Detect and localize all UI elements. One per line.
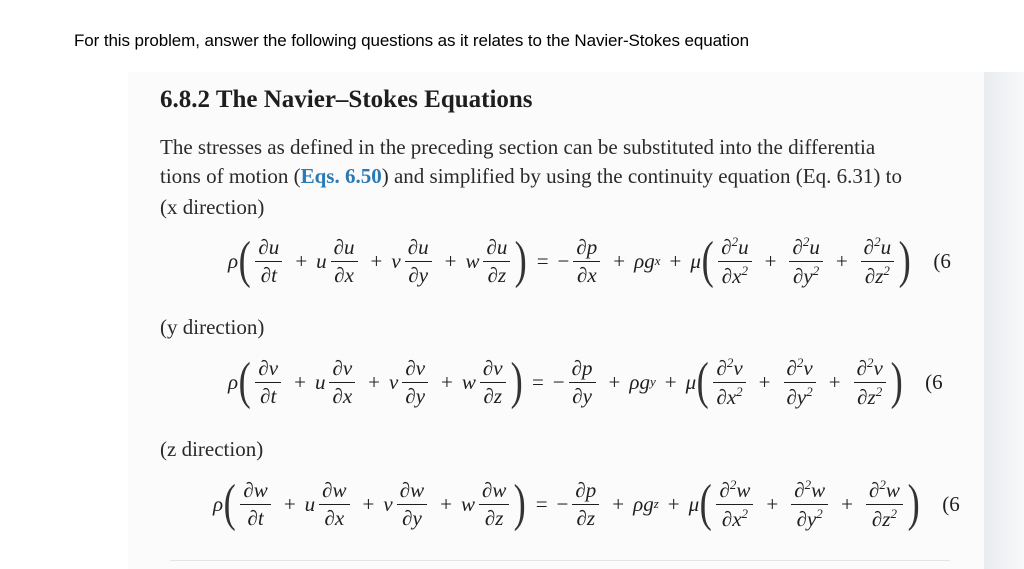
fraction: $\frac{\partial p}{\partial z}$ [572,479,599,528]
z-momentum-equation: ρ ( $\frac{\partial w}{\partial t}$ + u $\frac{\partial w}{\partial x}$ + v $\frac{\partial w}{\partial y}$ + w $\frac{\partial w}{\partial z}$ ) = − $\frac{\partial p}{\partial z}$ + ρg z + μ ( $\frac{\partial^2w}{\partial x^2}$ + $\frac{\partial^2w}{\partial y^2}$ + $\frac{\partial^2w}{\partial z^2}$ ) (6 [213,475,960,532]
y-momentum-equation: ρ ( $\frac{\partial v}{\partial t}$ + u $\frac{\partial v}{\partial x}$ + v $\frac{\partial v}{\partial y}$ + w $\frac{\partial v}{\partial z}$ ) = − $\frac{\partial p}{\partial y}$ + ρg y + μ ( $\frac{\partial^2v}{\partial x^2}$ + $\frac{\partial^2v}{\partial y^2}$ + $\frac{\partial^2v}{\partial z^2}$ ) (6 [228,353,943,410]
fraction: $\frac{\partial v}{\partial t}$ [255,357,281,406]
fraction: $\frac{\partial w}{\partial x}$ [319,479,349,528]
fraction: $\frac{\partial u}{\partial t}$ [255,236,282,285]
fraction: $\frac{\partial u}{\partial y}$ [405,236,432,285]
equation-number: (6 [942,491,960,516]
fraction: $\frac{\partial^2u}{\partial z^2}$ [861,235,894,286]
paragraph-line-2-start: tions of motion ( [160,164,301,188]
fraction: $\frac{\partial w}{\partial y}$ [397,479,427,528]
equation-number: (6 [933,248,951,273]
section-number: 6.8.2 [160,86,210,113]
paragraph-line-2-end: ) and simplified by using the continuity equation (Eq. 6.31) to [381,164,902,188]
fraction: $\frac{\partial w}{\partial t}$ [240,479,270,528]
equation-reference-link[interactable]: Eqs. 6.50 [300,164,382,188]
page-edge [984,72,1024,569]
problem-prompt: For this problem, answer the following questions as it relates to the Navier-Stokes equation [74,31,749,50]
fraction: $\frac{\partial u}{\partial z}$ [483,236,510,285]
fraction: $\frac{\partial w}{\partial z}$ [479,479,509,528]
paragraph-line-2 [160,166,902,187]
fraction: $\frac{\partial p}{\partial x}$ [573,236,600,285]
section-title: The Navier–Stokes Equations [215,86,533,113]
fraction: $\frac{\partial v}{\partial x}$ [329,357,355,406]
fraction: $\frac{\partial^2v}{\partial z^2}$ [854,356,886,407]
fraction: $\frac{\partial^2u}{\partial x^2}$ [718,235,751,286]
x-direction-label: (x direction) [160,195,265,219]
fraction: $\frac{\partial v}{\partial y}$ [402,357,428,406]
section-heading [160,86,533,114]
fraction: $\frac{\partial^2u}{\partial y^2}$ [789,235,822,286]
fraction: $\frac{\partial^2v}{\partial x^2}$ [713,356,745,407]
fraction: $\frac{\partial^2w}{\partial z^2}$ [866,478,903,529]
fraction: $\frac{\partial p}{\partial y}$ [569,357,596,406]
z-direction-label: (z direction) [160,437,264,461]
fraction: $\frac{\partial v}{\partial z}$ [480,357,506,406]
fraction: $\frac{\partial^2w}{\partial x^2}$ [716,478,753,529]
x-momentum-equation: ρ ( $\frac{\partial u}{\partial t}$ + u $\frac{\partial u}{\partial x}$ + v $\frac{\partial u}{\partial y}$ + w $\frac{\partial u}{\partial z}$ ) = − $\frac{\partial p}{\partial x}$ + ρg x + μ ( $\frac{\partial^2u}{\partial x^2}$ + $\frac{\partial^2u}{\partial y^2}$ + $\frac{\partial^2u}{\partial z^2}$ ) (6 [228,232,951,289]
fraction: $\frac{\partial^2w}{\partial y^2}$ [791,478,828,529]
equation-number: (6 [925,369,943,394]
fraction: $\frac{\partial u}{\partial x}$ [331,236,358,285]
fraction: $\frac{\partial^2v}{\partial y^2}$ [784,356,816,407]
page-divider [170,560,950,561]
paragraph-line-1: The stresses as defined in the preceding section can be substituted into the differentia [160,135,876,159]
y-direction-label: (y direction) [160,315,265,339]
